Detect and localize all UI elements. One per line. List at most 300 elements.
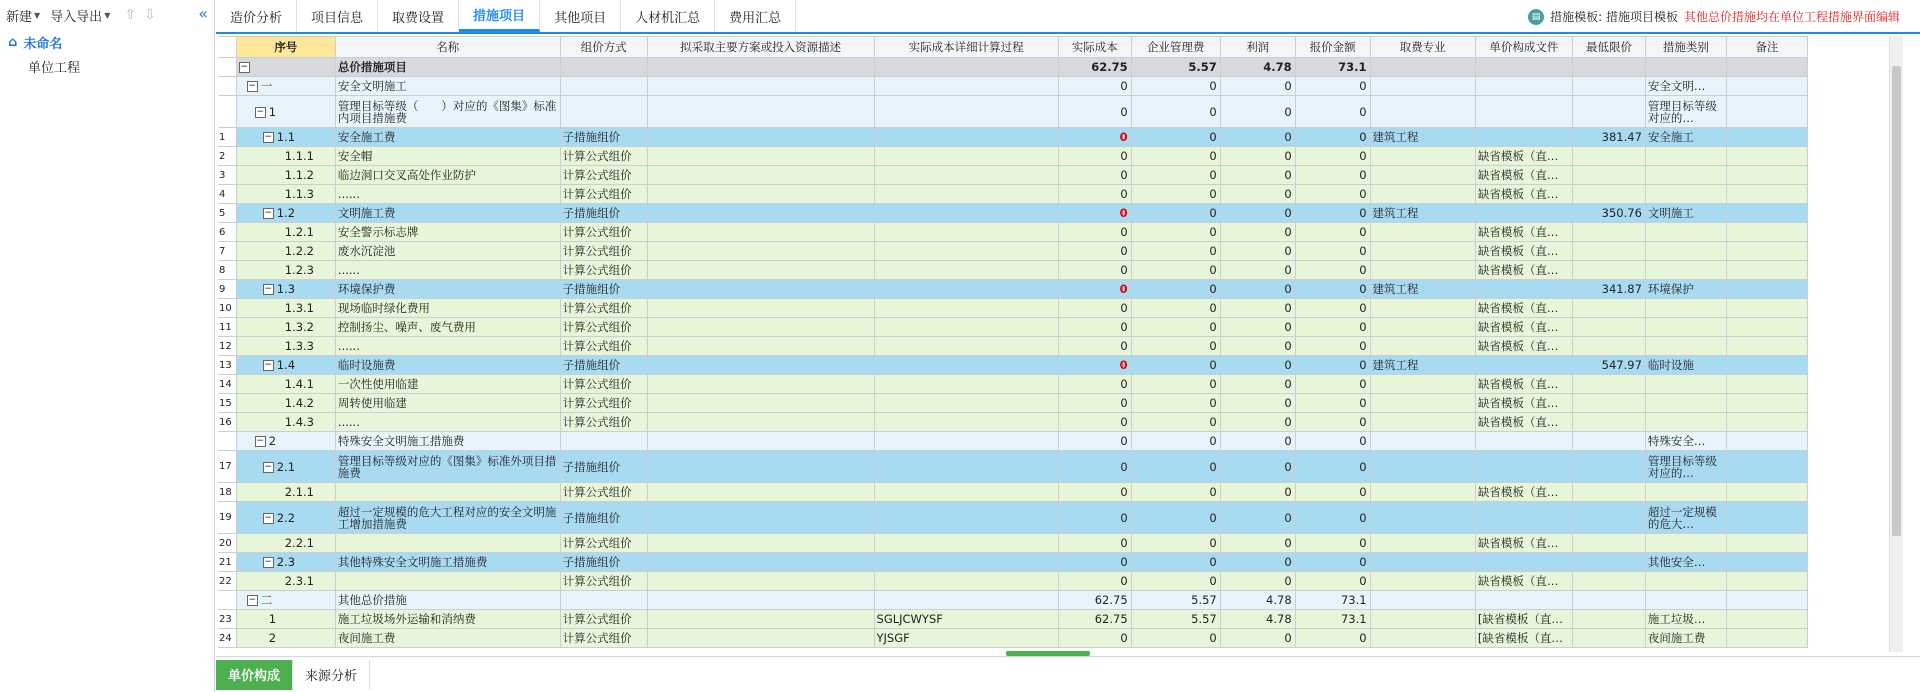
file-cell[interactable]: [缺省模板（直… [1475, 629, 1572, 648]
c-cell[interactable]: 0 [1058, 413, 1131, 432]
q-cell[interactable]: 0 [1295, 572, 1370, 591]
f-cell[interactable]: 0 [1131, 185, 1220, 204]
file-cell[interactable] [1475, 128, 1572, 147]
table-row[interactable] [218, 337, 1808, 356]
note-cell[interactable] [1726, 413, 1807, 432]
import-export-menu[interactable] [50, 6, 110, 25]
cat-cell[interactable]: 夜间施工费 [1645, 629, 1726, 648]
seq-cell[interactable] [236, 413, 335, 432]
p-cell[interactable]: 0 [1220, 356, 1295, 375]
f-cell[interactable]: 0 [1131, 394, 1220, 413]
note-cell[interactable] [1726, 128, 1807, 147]
tab-2[interactable]: 取费设置 [378, 0, 459, 32]
p-cell[interactable]: 0 [1220, 166, 1295, 185]
note-cell[interactable] [1726, 223, 1807, 242]
p-cell[interactable]: 0 [1220, 242, 1295, 261]
m-cell[interactable]: 计算公式组价 [560, 261, 647, 280]
p-cell[interactable]: 0 [1220, 77, 1295, 96]
collapse-toggle-icon[interactable]: − [264, 132, 272, 142]
f-cell[interactable]: 0 [1131, 502, 1220, 534]
c-cell[interactable]: 0 [1058, 261, 1131, 280]
file-cell[interactable] [1475, 77, 1572, 96]
desc-cell[interactable] [647, 337, 874, 356]
min-cell[interactable] [1573, 483, 1646, 502]
note-cell[interactable] [1726, 483, 1807, 502]
c-cell[interactable]: 62.75 [1058, 610, 1131, 629]
p-cell[interactable]: 0 [1220, 553, 1295, 572]
seq-cell[interactable] [236, 166, 335, 185]
column-header[interactable]: 拟采取主要方案或投入资源描述 [647, 37, 874, 58]
seq-cell[interactable] [236, 77, 335, 96]
q-cell[interactable]: 0 [1295, 77, 1370, 96]
file-cell[interactable]: 缺省模板（直… [1475, 337, 1572, 356]
cat-cell[interactable] [1645, 223, 1726, 242]
desc-cell[interactable] [647, 502, 874, 534]
q-cell[interactable]: 0 [1295, 128, 1370, 147]
f-cell[interactable]: 0 [1131, 299, 1220, 318]
q-cell[interactable]: 0 [1295, 502, 1370, 534]
q-cell[interactable]: 0 [1295, 280, 1370, 299]
m-cell[interactable]: 计算公式组价 [560, 166, 647, 185]
f-cell[interactable]: 0 [1131, 534, 1220, 553]
min-cell[interactable] [1573, 299, 1646, 318]
cat-cell[interactable] [1645, 534, 1726, 553]
p-cell[interactable]: 0 [1220, 451, 1295, 483]
table-row[interactable] [218, 483, 1808, 502]
f-cell[interactable]: 0 [1131, 166, 1220, 185]
desc-cell[interactable] [647, 223, 874, 242]
seq-cell[interactable] [236, 591, 335, 610]
prof-cell[interactable] [1370, 375, 1475, 394]
calc-cell[interactable] [874, 77, 1058, 96]
file-cell[interactable] [1475, 96, 1572, 128]
prof-cell[interactable] [1370, 166, 1475, 185]
file-cell[interactable]: 缺省模板（直… [1475, 147, 1572, 166]
column-header[interactable]: 最低限价 [1573, 37, 1646, 58]
calc-cell[interactable] [874, 128, 1058, 147]
column-header[interactable]: 取费专业 [1370, 37, 1475, 58]
file-cell[interactable] [1475, 591, 1572, 610]
collapse-toggle-icon[interactable]: − [264, 208, 272, 218]
note-cell[interactable] [1726, 553, 1807, 572]
bottom-tab-0[interactable]: 单价构成 [216, 660, 293, 690]
prof-cell[interactable] [1370, 318, 1475, 337]
desc-cell[interactable] [647, 394, 874, 413]
name-cell[interactable]: 临边洞口交叉高处作业防护 [335, 166, 560, 185]
name-cell[interactable]: 施工垃圾场外运输和消纳费 [335, 610, 560, 629]
column-header[interactable]: 序号 [236, 37, 335, 58]
prof-cell[interactable] [1370, 96, 1475, 128]
seq-cell[interactable] [236, 280, 335, 299]
name-cell[interactable]: 安全帽 [335, 147, 560, 166]
collapse-toggle-icon[interactable]: − [264, 512, 272, 523]
note-cell[interactable] [1726, 337, 1807, 356]
cat-cell[interactable]: 安全施工 [1645, 128, 1726, 147]
table-row[interactable] [218, 185, 1808, 204]
f-cell[interactable]: 0 [1131, 242, 1220, 261]
cat-cell[interactable]: 特殊安全… [1645, 432, 1726, 451]
p-cell[interactable]: 4.78 [1220, 58, 1295, 77]
column-header[interactable]: 名称 [335, 37, 560, 58]
q-cell[interactable]: 0 [1295, 534, 1370, 553]
calc-cell[interactable] [874, 58, 1058, 77]
table-row[interactable] [218, 280, 1808, 299]
q-cell[interactable]: 0 [1295, 337, 1370, 356]
desc-cell[interactable] [647, 610, 874, 629]
f-cell[interactable]: 0 [1131, 128, 1220, 147]
desc-cell[interactable] [647, 147, 874, 166]
table-row[interactable] [218, 166, 1808, 185]
calc-cell[interactable] [874, 166, 1058, 185]
note-cell[interactable] [1726, 629, 1807, 648]
f-cell[interactable]: 0 [1131, 356, 1220, 375]
file-cell[interactable] [1475, 502, 1572, 534]
note-cell[interactable] [1726, 58, 1807, 77]
new-menu[interactable] [6, 6, 40, 25]
prof-cell[interactable] [1370, 534, 1475, 553]
table-row[interactable] [218, 128, 1808, 147]
f-cell[interactable]: 5.57 [1131, 58, 1220, 77]
q-cell[interactable]: 0 [1295, 261, 1370, 280]
table-row[interactable] [218, 502, 1808, 534]
prof-cell[interactable] [1370, 483, 1475, 502]
seq-cell[interactable] [236, 337, 335, 356]
name-cell[interactable]: 控制扬尘、噪声、废气费用 [335, 318, 560, 337]
desc-cell[interactable] [647, 534, 874, 553]
f-cell[interactable]: 5.57 [1131, 610, 1220, 629]
seq-cell[interactable] [236, 299, 335, 318]
c-cell[interactable]: 0 [1058, 572, 1131, 591]
name-cell[interactable]: 其他特殊安全文明施工措施费 [335, 553, 560, 572]
collapse-toggle-icon[interactable]: − [264, 557, 272, 567]
collapse-toggle-icon[interactable]: − [256, 106, 264, 117]
c-cell[interactable]: 0 [1058, 337, 1131, 356]
prof-cell[interactable]: 建筑工程 [1370, 356, 1475, 375]
seq-cell[interactable] [236, 261, 335, 280]
min-cell[interactable] [1573, 96, 1646, 128]
file-cell[interactable]: 缺省模板（直… [1475, 261, 1572, 280]
column-header[interactable]: 企业管理费 [1131, 37, 1220, 58]
min-cell[interactable] [1573, 375, 1646, 394]
file-cell[interactable]: 缺省模板（直… [1475, 534, 1572, 553]
prof-cell[interactable] [1370, 502, 1475, 534]
m-cell[interactable]: 计算公式组价 [560, 242, 647, 261]
file-cell[interactable]: 缺省模板（直… [1475, 185, 1572, 204]
name-cell[interactable]: 一次性使用临建 [335, 375, 560, 394]
table-row[interactable] [218, 432, 1808, 451]
min-cell[interactable] [1573, 572, 1646, 591]
p-cell[interactable]: 0 [1220, 318, 1295, 337]
calc-cell[interactable] [874, 185, 1058, 204]
cat-cell[interactable]: 管理目标等级对应的… [1645, 96, 1726, 128]
calc-cell[interactable] [874, 502, 1058, 534]
m-cell[interactable]: 子措施组价 [560, 451, 647, 483]
cat-cell[interactable] [1645, 413, 1726, 432]
c-cell[interactable]: 0 [1058, 299, 1131, 318]
q-cell[interactable]: 0 [1295, 242, 1370, 261]
seq-cell[interactable] [236, 394, 335, 413]
tab-6[interactable]: 费用汇总 [715, 0, 796, 32]
table-row[interactable] [218, 356, 1808, 375]
prof-cell[interactable] [1370, 337, 1475, 356]
file-cell[interactable]: 缺省模板（直… [1475, 572, 1572, 591]
note-cell[interactable] [1726, 534, 1807, 553]
p-cell[interactable]: 0 [1220, 261, 1295, 280]
file-cell[interactable] [1475, 280, 1572, 299]
file-cell[interactable]: 缺省模板（直… [1475, 242, 1572, 261]
desc-cell[interactable] [647, 299, 874, 318]
name-cell[interactable] [335, 483, 560, 502]
prof-cell[interactable]: 建筑工程 [1370, 280, 1475, 299]
desc-cell[interactable] [647, 629, 874, 648]
name-cell[interactable]: 周转使用临建 [335, 394, 560, 413]
p-cell[interactable]: 0 [1220, 375, 1295, 394]
table-row[interactable] [218, 261, 1808, 280]
q-cell[interactable]: 73.1 [1295, 610, 1370, 629]
c-cell[interactable]: 0 [1058, 629, 1131, 648]
prof-cell[interactable] [1370, 610, 1475, 629]
vertical-scrollbar[interactable] [1889, 36, 1903, 652]
desc-cell[interactable] [647, 553, 874, 572]
tab-5[interactable]: 人材机汇总 [621, 0, 715, 32]
cat-cell[interactable] [1645, 147, 1726, 166]
name-cell[interactable]: ...... [335, 413, 560, 432]
cat-cell[interactable] [1645, 318, 1726, 337]
name-cell[interactable]: 废水沉淀池 [335, 242, 560, 261]
calc-cell[interactable]: SGLJCWYSF [874, 610, 1058, 629]
p-cell[interactable]: 0 [1220, 147, 1295, 166]
desc-cell[interactable] [647, 451, 874, 483]
q-cell[interactable]: 0 [1295, 96, 1370, 128]
desc-cell[interactable] [647, 58, 874, 77]
m-cell[interactable] [560, 432, 647, 451]
cat-cell[interactable] [1645, 483, 1726, 502]
calc-cell[interactable] [874, 280, 1058, 299]
min-cell[interactable] [1573, 413, 1646, 432]
calc-cell[interactable] [874, 147, 1058, 166]
p-cell[interactable]: 0 [1220, 629, 1295, 648]
name-cell[interactable]: 安全施工费 [335, 128, 560, 147]
table-row[interactable] [218, 242, 1808, 261]
c-cell[interactable]: 0 [1058, 96, 1131, 128]
q-cell[interactable]: 0 [1295, 147, 1370, 166]
table-row[interactable] [218, 223, 1808, 242]
prof-cell[interactable] [1370, 185, 1475, 204]
q-cell[interactable]: 0 [1295, 223, 1370, 242]
c-cell[interactable]: 0 [1058, 77, 1131, 96]
m-cell[interactable]: 计算公式组价 [560, 394, 647, 413]
p-cell[interactable]: 0 [1220, 96, 1295, 128]
prof-cell[interactable] [1370, 261, 1475, 280]
file-cell[interactable] [1475, 204, 1572, 223]
note-cell[interactable] [1726, 356, 1807, 375]
c-cell[interactable]: 0 [1058, 553, 1131, 572]
m-cell[interactable]: 子措施组价 [560, 553, 647, 572]
note-cell[interactable] [1726, 610, 1807, 629]
m-cell[interactable] [560, 77, 647, 96]
min-cell[interactable] [1573, 610, 1646, 629]
prof-cell[interactable] [1370, 58, 1475, 77]
min-cell[interactable]: 341.87 [1573, 280, 1646, 299]
p-cell[interactable]: 0 [1220, 128, 1295, 147]
p-cell[interactable]: 0 [1220, 299, 1295, 318]
name-cell[interactable]: 管理目标等级（ ）对应的《图集》标准内项目措施费 [335, 96, 560, 128]
note-cell[interactable] [1726, 299, 1807, 318]
m-cell[interactable]: 计算公式组价 [560, 483, 647, 502]
calc-cell[interactable] [874, 261, 1058, 280]
note-cell[interactable] [1726, 451, 1807, 483]
collapse-toggle-icon[interactable]: − [256, 436, 264, 446]
table-row[interactable] [218, 58, 1808, 77]
min-cell[interactable] [1573, 553, 1646, 572]
table-row[interactable] [218, 96, 1808, 128]
c-cell[interactable]: 0 [1058, 502, 1131, 534]
prof-cell[interactable] [1370, 553, 1475, 572]
calc-cell[interactable] [874, 318, 1058, 337]
file-cell[interactable]: [缺省模板（直… [1475, 610, 1572, 629]
tab-0[interactable]: 造价分析 [216, 0, 297, 32]
m-cell[interactable]: 计算公式组价 [560, 318, 647, 337]
file-cell[interactable]: 缺省模板（直… [1475, 299, 1572, 318]
cat-cell[interactable] [1645, 299, 1726, 318]
c-cell[interactable]: 0 [1058, 375, 1131, 394]
cat-cell[interactable] [1645, 58, 1726, 77]
note-cell[interactable] [1726, 502, 1807, 534]
f-cell[interactable]: 0 [1131, 629, 1220, 648]
calc-cell[interactable] [874, 299, 1058, 318]
name-cell[interactable]: ...... [335, 185, 560, 204]
p-cell[interactable]: 0 [1220, 223, 1295, 242]
c-cell[interactable]: 0 [1058, 534, 1131, 553]
min-cell[interactable] [1573, 261, 1646, 280]
c-cell[interactable]: 0 [1058, 356, 1131, 375]
min-cell[interactable] [1573, 58, 1646, 77]
file-cell[interactable] [1475, 553, 1572, 572]
table-row[interactable] [218, 77, 1808, 96]
f-cell[interactable]: 0 [1131, 413, 1220, 432]
calc-cell[interactable] [874, 96, 1058, 128]
m-cell[interactable]: 计算公式组价 [560, 572, 647, 591]
desc-cell[interactable] [647, 356, 874, 375]
desc-cell[interactable] [647, 318, 874, 337]
desc-cell[interactable] [647, 204, 874, 223]
collapse-panel-icon[interactable]: « [198, 4, 208, 23]
q-cell[interactable]: 0 [1295, 483, 1370, 502]
min-cell[interactable] [1573, 223, 1646, 242]
note-cell[interactable] [1726, 204, 1807, 223]
f-cell[interactable]: 0 [1131, 553, 1220, 572]
c-cell[interactable]: 0 [1058, 185, 1131, 204]
q-cell[interactable]: 0 [1295, 299, 1370, 318]
c-cell[interactable]: 0 [1058, 318, 1131, 337]
c-cell[interactable]: 0 [1058, 147, 1131, 166]
desc-cell[interactable] [647, 96, 874, 128]
name-cell[interactable]: ...... [335, 261, 560, 280]
min-cell[interactable] [1573, 534, 1646, 553]
p-cell[interactable]: 4.78 [1220, 591, 1295, 610]
desc-cell[interactable] [647, 375, 874, 394]
m-cell[interactable]: 计算公式组价 [560, 299, 647, 318]
seq-cell[interactable] [236, 629, 335, 648]
min-cell[interactable] [1573, 147, 1646, 166]
m-cell[interactable]: 计算公式组价 [560, 223, 647, 242]
p-cell[interactable]: 0 [1220, 432, 1295, 451]
collapse-toggle-icon[interactable]: − [240, 62, 248, 72]
desc-cell[interactable] [647, 185, 874, 204]
q-cell[interactable]: 0 [1295, 375, 1370, 394]
min-cell[interactable] [1573, 502, 1646, 534]
name-cell[interactable]: 其他总价措施 [335, 591, 560, 610]
p-cell[interactable]: 0 [1220, 204, 1295, 223]
seq-cell[interactable] [236, 432, 335, 451]
c-cell[interactable]: 0 [1058, 280, 1131, 299]
calc-cell[interactable] [874, 242, 1058, 261]
table-row[interactable] [218, 451, 1808, 483]
prof-cell[interactable] [1370, 432, 1475, 451]
q-cell[interactable]: 0 [1295, 451, 1370, 483]
tree-root-node[interactable] [0, 30, 214, 54]
calc-cell[interactable] [874, 572, 1058, 591]
q-cell[interactable]: 73.1 [1295, 58, 1370, 77]
move-up-icon[interactable]: ⇧ [124, 7, 137, 23]
calc-cell[interactable] [874, 356, 1058, 375]
table-row[interactable] [218, 318, 1808, 337]
c-cell[interactable]: 0 [1058, 483, 1131, 502]
prof-cell[interactable] [1370, 223, 1475, 242]
cat-cell[interactable] [1645, 185, 1726, 204]
seq-cell[interactable] [236, 96, 335, 128]
prof-cell[interactable] [1370, 451, 1475, 483]
note-cell[interactable] [1726, 591, 1807, 610]
p-cell[interactable]: 0 [1220, 572, 1295, 591]
q-cell[interactable]: 0 [1295, 204, 1370, 223]
collapse-toggle-icon[interactable]: − [248, 81, 256, 91]
file-cell[interactable]: 缺省模板（直… [1475, 375, 1572, 394]
calc-cell[interactable] [874, 591, 1058, 610]
note-cell[interactable] [1726, 96, 1807, 128]
column-header[interactable]: 报价金额 [1295, 37, 1370, 58]
cat-cell[interactable]: 其他安全… [1645, 553, 1726, 572]
seq-cell[interactable] [236, 610, 335, 629]
cat-cell[interactable]: 文明施工 [1645, 204, 1726, 223]
desc-cell[interactable] [647, 166, 874, 185]
prof-cell[interactable] [1370, 299, 1475, 318]
prof-cell[interactable] [1370, 413, 1475, 432]
name-cell[interactable] [335, 534, 560, 553]
prof-cell[interactable] [1370, 242, 1475, 261]
seq-cell[interactable] [236, 204, 335, 223]
column-header[interactable]: 备注 [1726, 37, 1807, 58]
name-cell[interactable]: 特殊安全文明施工措施费 [335, 432, 560, 451]
desc-cell[interactable] [647, 432, 874, 451]
note-cell[interactable] [1726, 280, 1807, 299]
seq-cell[interactable] [236, 356, 335, 375]
cat-cell[interactable]: 施工垃圾… [1645, 610, 1726, 629]
cat-cell[interactable]: 超过一定规模的危大… [1645, 502, 1726, 534]
seq-cell[interactable] [236, 375, 335, 394]
min-cell[interactable] [1573, 451, 1646, 483]
calc-cell[interactable]: YJSGF [874, 629, 1058, 648]
name-cell[interactable]: 临时设施费 [335, 356, 560, 375]
seq-cell[interactable] [236, 147, 335, 166]
q-cell[interactable]: 0 [1295, 413, 1370, 432]
table-row[interactable] [218, 591, 1808, 610]
m-cell[interactable]: 子措施组价 [560, 356, 647, 375]
seq-cell[interactable] [236, 128, 335, 147]
file-cell[interactable] [1475, 432, 1572, 451]
file-cell[interactable]: 缺省模板（直… [1475, 483, 1572, 502]
note-cell[interactable] [1726, 166, 1807, 185]
